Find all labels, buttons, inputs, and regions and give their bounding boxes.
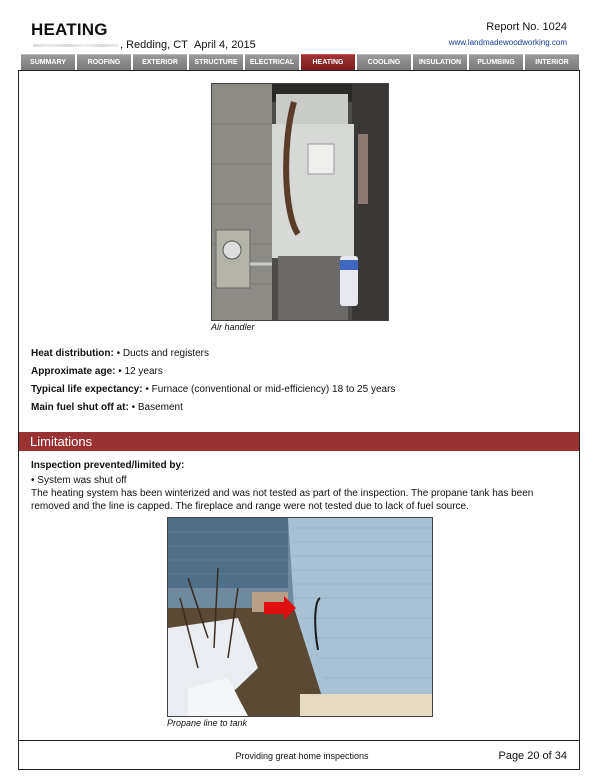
- tab-structure[interactable]: STRUCTURE: [189, 54, 243, 70]
- fact-value: • Ducts and registers: [116, 348, 209, 359]
- fact-label: Approximate age:: [31, 366, 116, 377]
- tab-heating[interactable]: HEATING: [301, 54, 355, 70]
- air-handler-caption: Air handler: [211, 322, 255, 332]
- propane-line-caption: Propane line to tank: [167, 718, 248, 728]
- fact-label: Typical life expectancy:: [31, 384, 143, 395]
- section-tabs: [21, 54, 579, 70]
- fact-label: Heat distribution:: [31, 348, 114, 359]
- website-link[interactable]: www.landmadewoodworking.com: [448, 38, 567, 47]
- tab-insulation[interactable]: INSULATION: [413, 54, 467, 70]
- fact-approximate-age: [31, 366, 163, 377]
- fact-heat-distribution: [31, 348, 209, 359]
- page-number: Page 20 of 34: [498, 750, 567, 762]
- report-number: Report No. 1024: [486, 21, 567, 33]
- propane-line-photo: [167, 517, 433, 717]
- page-title: HEATING: [31, 20, 108, 39]
- inspection-date: April 4, 2015: [194, 39, 256, 51]
- tab-interior[interactable]: INTERIOR: [525, 54, 579, 70]
- tab-plumbing[interactable]: PLUMBING: [469, 54, 523, 70]
- air-handler-photo: [211, 83, 389, 321]
- tab-summary[interactable]: SUMMARY: [21, 54, 75, 70]
- footer-divider: [18, 740, 580, 741]
- property-address: , Redding, CT: [120, 39, 188, 51]
- inspection-limited-heading: Inspection prevented/limited by:: [31, 460, 185, 471]
- limitation-paragraph-line1: The heating system has been winterized and was not tested as part of the inspection. The propane tank has been: [31, 488, 534, 499]
- limitation-paragraph-line2: removed and the line is capped. The fireplace and range were not tested due to lack of fuel source.: [31, 501, 469, 512]
- fact-value: • Basement: [131, 402, 183, 413]
- fact-fuel-shutoff: [31, 402, 183, 413]
- fact-life-expectancy: [31, 384, 395, 395]
- tab-electrical[interactable]: ELECTRICAL: [245, 54, 299, 70]
- tab-exterior[interactable]: EXTERIOR: [133, 54, 187, 70]
- limitations-heading: Limitations: [19, 432, 579, 451]
- fact-label: Main fuel shut off at:: [31, 402, 129, 413]
- tab-cooling[interactable]: COOLING: [357, 54, 411, 70]
- tab-roofing[interactable]: ROOFING: [77, 54, 131, 70]
- fact-value: • Furnace (conventional or mid-efficiency) 18 to 25 years: [145, 384, 396, 395]
- fact-value: • 12 years: [118, 366, 163, 377]
- footer-tagline: Providing great home inspections: [235, 751, 369, 761]
- address-redaction: [33, 44, 119, 47]
- limitation-bullet: • System was shut off: [31, 475, 127, 486]
